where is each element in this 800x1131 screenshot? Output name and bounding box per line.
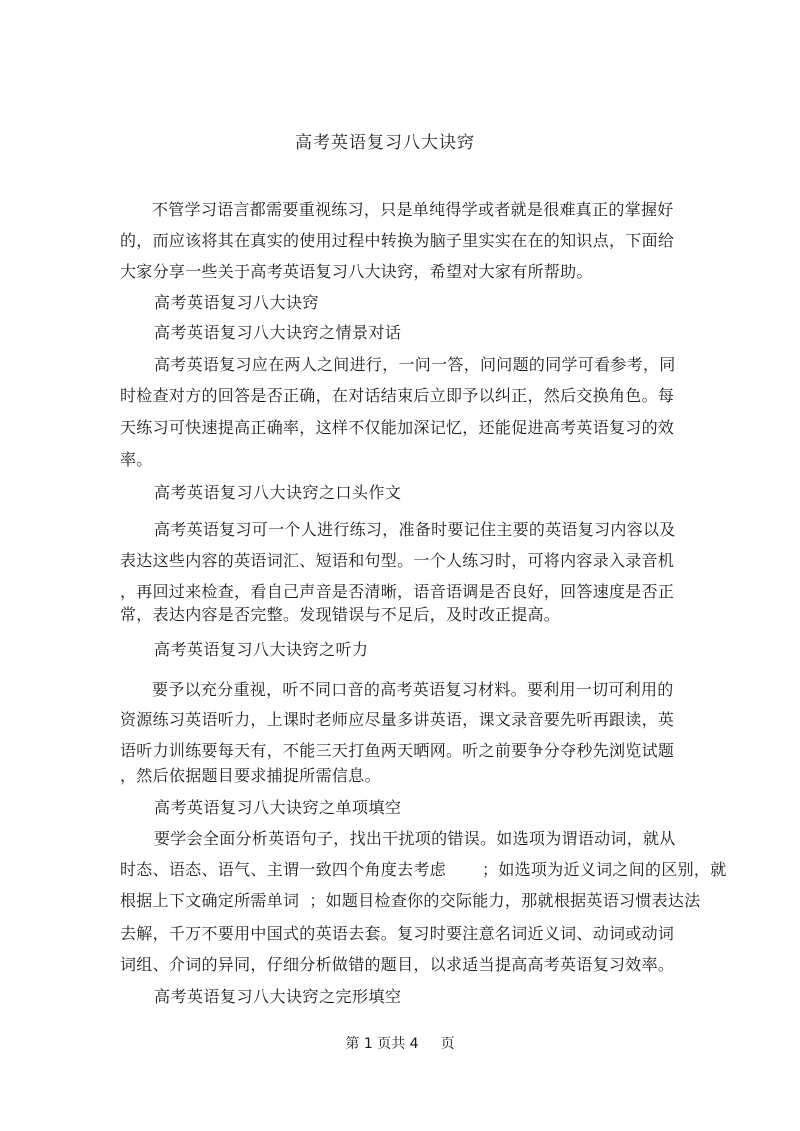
page-number-suffix: 页 [440, 1036, 455, 1052]
section-heading-main: 高考英语复习八大诀窍 [154, 293, 320, 312]
p2-line-2: 表达这些内容的英语词汇、短语和句型。一个人练习时，可将内容录入录音机 [120, 551, 675, 570]
p4-line-2-part-b: ；如选项为近义词之间的区别，就 [482, 860, 727, 879]
section-heading-oral-composition: 高考英语复习八大诀窍之口头作文 [154, 483, 402, 502]
p4-line-2 [120, 860, 727, 880]
p3-line-1: 要予以充分重视，听不同口音的高考英语复习材料。要利用一切可利用的 [152, 680, 674, 699]
intro-line-1: 不管学习语言都需要重视练习，只是单纯得学或者就是很难真正的掌握好 [152, 200, 674, 219]
section-heading-cloze: 高考英语复习八大诀窍之完形填空 [154, 987, 402, 1006]
p4-line-3 [120, 891, 701, 911]
page-number-label: 第 1 页共 4 [345, 1036, 419, 1052]
p3-line-2: 资源练习英语听力，上课时老师应尽量多讲英语，课文录音要先听再跟读，英 [120, 710, 675, 729]
section-heading-dialogue: 高考英语复习八大诀窍之情景对话 [154, 323, 402, 342]
p1-line-4: 率。 [120, 450, 153, 469]
p4-line-3-part-a: 根据上下文确定所需单词 [120, 891, 300, 910]
p3-line-3: 语听力训练要每天有，不能三天打鱼两天晒网。听之前要争分夺秒先浏览试题 [120, 741, 675, 760]
section-heading-single-choice: 高考英语复习八大诀窍之单项填空 [154, 798, 402, 817]
p4-line-4: 去解，千万不要用中国式的英语去套。复习时要注意名词近义词、动词或动词 [120, 924, 675, 943]
document-title: 高考英语复习八大诀窍 [295, 133, 475, 153]
p4-line-3-part-b: ；如题目检查你的交际能力，那就根据英语习惯表达法 [309, 891, 701, 910]
intro-line-2: 的，而应该将其在真实的使用过程中转换为脑子里实实在在的知识点，下面给 [120, 231, 675, 250]
section-heading-listening: 高考英语复习八大诀窍之听力 [154, 640, 369, 659]
p2-line-3: ，再回过来检查，看自己声音是否清晰，语音语调是否良好，回答速度是否正 [120, 582, 675, 601]
p4-line-1: 要学会全面分析英语句子，找出干扰项的错误。如选项为谓语动词，就从 [154, 829, 676, 848]
p4-line-2-part-a: 时态、语态、语气、主谓一致四个角度去考虑 [120, 860, 447, 879]
p4-line-5: 词组、介词的异同，仔细分析做错的题目，以求适当提高高考英语复习效率。 [120, 955, 675, 974]
p1-line-1: 高考英语复习应在两人之间进行，一问一答，问问题的同学可看参考，同 [154, 355, 676, 374]
intro-line-3: 大家分享一些关于高考英语复习八大诀窍，希望对大家有所帮助。 [120, 262, 593, 281]
p1-line-2: 时检查对方的回答是否正确，在对话结束后立即予以纠正，然后交换角色。每 [120, 386, 675, 405]
page-footer [0, 1033, 800, 1053]
p2-line-1: 高考英语复习可一个人进行练习，准备时要记住主要的英语复习内容以及 [154, 520, 676, 539]
p3-line-4: ，然后依据题目要求捕捉所需信息。 [120, 766, 381, 785]
p2-line-4: 常，表达内容是否完整。发现错误与不足后，及时改正提高。 [120, 605, 561, 624]
p1-line-3: 天练习可快速提高正确率，这样不仅能加深记忆，还能促进高考英语复习的效 [120, 418, 675, 437]
